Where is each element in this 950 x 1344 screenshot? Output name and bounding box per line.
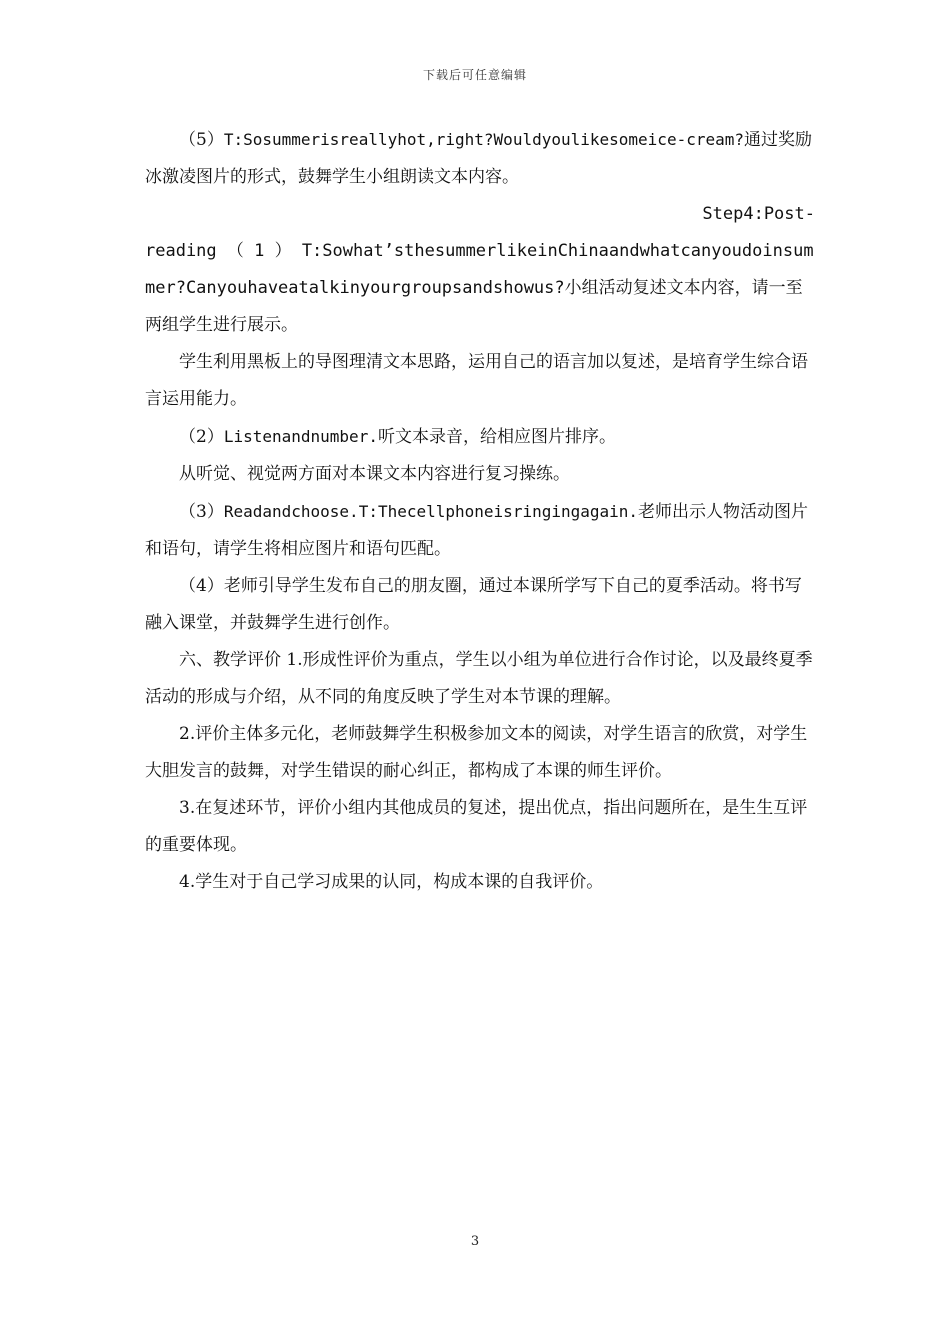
page-header: 下载后可任意编辑 (422, 68, 527, 82)
paragraph-evaluation-4: 4.学生对于自己学习成果的认同，构成本课的自我评价。 (179, 872, 604, 892)
document-body (145, 121, 815, 901)
paragraph-step3-item5 (145, 121, 815, 196)
english-instruction: Readandchoose.T:Thecellphoneisringingagain. (223, 502, 639, 521)
paragraph-listen-number (145, 418, 815, 456)
item-prefix: （3） (179, 502, 224, 522)
paragraph-text: 听文本录音，给相应图片排序。 (377, 427, 616, 447)
paragraph-read-choose (145, 493, 815, 568)
paragraph-moments-writing: （4）老师引导学生发布自己的朋友圈，通过本课所学写下自己的夏季活动。将书写融入课堂，并鼓舞学生进行创作。 (145, 576, 802, 633)
paragraph-review-purpose: 从听觉、视觉两方面对本课文本内容进行复习操练。 (179, 464, 570, 484)
paragraph-text: 通过奖励冰激凌图片的形式，鼓舞学生小组朗读文本内容。 (145, 130, 812, 187)
english-instruction: Listenandnumber. (223, 427, 378, 446)
page-number: 3 (470, 1234, 480, 1249)
step4-heading: Step4:Post- (702, 204, 815, 224)
item-prefix: （5） (179, 130, 224, 150)
paragraph-post-reading-1: reading （ 1 ） T:Sowhat’sthesummerlikeinChinaandwhatcanyoudoinsummer?Canyouhaveatalkinyourgroupsandshowus?小组活动复述文本内容，请一至两组学生进行展示。 (145, 241, 814, 335)
english-dialogue: T:Sosummerisreallyhot,right?Wouldyoulikesomeice-cream? (223, 130, 744, 149)
paragraph-evaluation-1: 六、教学评价 1.形成性评价为重点，学生以小组为单位进行合作讨论，以及最终夏季活动的形成与介绍，从不同的角度反映了学生对本节课的理解。 (145, 650, 813, 707)
paragraph-evaluation-3: 3.在复述环节，评价小组内其他成员的复述，提出优点，指出问题所在，是生生互评的重要体现。 (145, 798, 808, 855)
item-prefix: （2） (179, 427, 224, 447)
paragraph-text: 老师出示人物活动图片和语句，请学生将相应图片和语句匹配。 (145, 502, 809, 559)
paragraph-evaluation-2: 2.评价主体多元化，老师鼓舞学生积极参加文本的阅读，对学生语言的欣赏，对学生大胆发言的鼓舞，对学生错误的耐心纠正，都构成了本课的师生评价。 (145, 724, 808, 781)
paragraph-retell-purpose: 学生利用黑板上的导图理清文本思路，运用自己的语言加以复述，是培育学生综合语言运用能力。 (145, 352, 808, 409)
